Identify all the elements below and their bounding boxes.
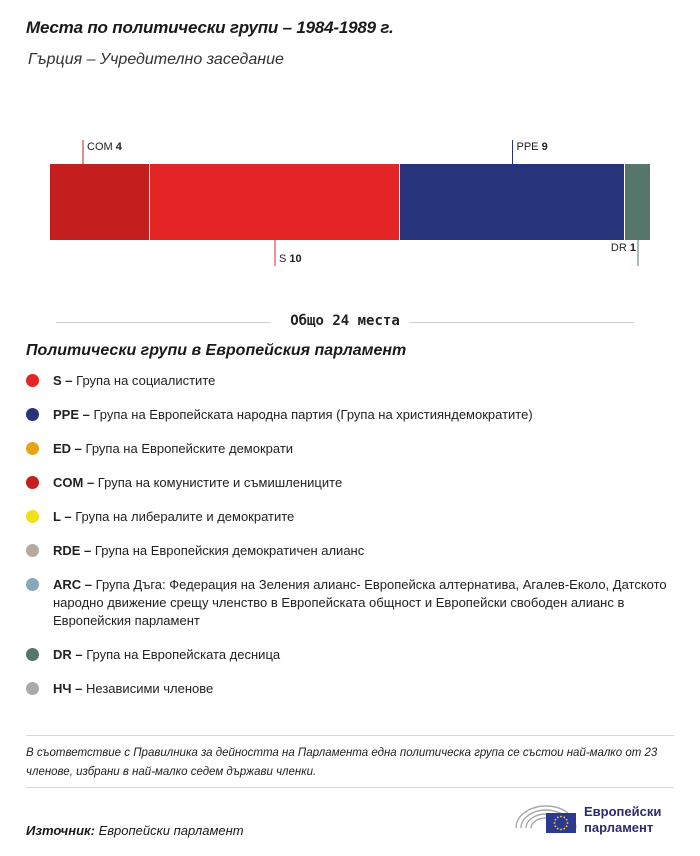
legend-item-rde (26, 542, 364, 560)
legend-dot-com (26, 476, 39, 489)
legend-text: Група на Европейската десница (86, 647, 281, 662)
legend-abbr: ARC – (53, 577, 93, 592)
eu-star (563, 816, 565, 818)
legend-abbr: PPE – (53, 407, 90, 422)
legend-text: Група на Европейската народна партия (Група на християндемократите) (93, 407, 533, 422)
legend-dot-s (26, 374, 39, 387)
legend-text: Група на комунистите и съмишлениците (97, 475, 343, 490)
chart-title: Места по политически групи – 1984-1989 г. (26, 18, 394, 37)
legend-text: Независими членове (86, 681, 214, 696)
legend-item-s (26, 372, 215, 390)
legend-abbr: НЧ – (53, 681, 83, 696)
parliament-hemicycle-icon (512, 798, 580, 838)
legend-abbr: L – (53, 509, 72, 524)
eu-star (557, 816, 559, 818)
logo-line-2: парламент (584, 820, 654, 835)
legend-abbr: COM – (53, 475, 95, 490)
legend-abbr: ED – (53, 441, 82, 456)
source-label: Източник: (26, 823, 95, 838)
legend-item-dr (26, 646, 280, 664)
legend-dot-ed (26, 442, 39, 455)
total-seats-label: Общо 24 места (290, 313, 400, 329)
legend-text: Група на Европейските демократи (85, 441, 294, 456)
legend-dot-rde (26, 544, 39, 557)
legend-abbr: DR – (53, 647, 83, 662)
eu-star (567, 822, 569, 824)
eu-star (566, 819, 568, 821)
note-divider-top (26, 735, 674, 736)
eu-star (554, 825, 556, 827)
legend-title: Политически групи в Европейския парламент (26, 342, 407, 359)
source-value: Европейски парламент (98, 823, 244, 838)
eu-star (560, 816, 562, 818)
data-label-s: S 10 (279, 253, 302, 265)
eu-star (566, 825, 568, 827)
logo-line-1: Европейски (584, 804, 662, 819)
legend-item-ppe (26, 406, 533, 424)
legend-abbr: RDE – (53, 543, 92, 558)
chart-subtitle: Гърция – Учредително заседание (28, 51, 284, 68)
stacked-bar-chart (0, 130, 700, 280)
data-label-com: COM 4 (87, 141, 122, 153)
logo-text (584, 804, 661, 836)
legend-item-arc (26, 576, 676, 630)
legend-text: Група на либералите и демократите (75, 509, 295, 524)
eu-star (563, 828, 565, 830)
legend-text: Група на социалистите (76, 373, 216, 388)
legend-dot-dr (26, 648, 39, 661)
eu-star (557, 828, 559, 830)
bar-segment-dr (625, 164, 650, 240)
source-line (26, 823, 244, 838)
eu-star (554, 819, 556, 821)
footnote: В съответствие с Правилника за дейността на Парламента една политическа група се състои най-малко от 23 членове, избрани в най-малко седем държави членки. (26, 747, 658, 778)
bar-segment-s (150, 164, 399, 240)
legend-text: Група на Европейския демократичен алианс (94, 543, 365, 558)
bar-segment-com (50, 164, 149, 240)
bar-segment-ppe (400, 164, 624, 240)
legend-item-ed (26, 440, 293, 458)
legend-item-com (26, 474, 342, 492)
note-divider-bottom (26, 787, 674, 788)
data-label-dr: DR 1 (610, 242, 636, 254)
eu-star (560, 829, 562, 831)
legend-dot-nch (26, 682, 39, 695)
legend-abbr: S – (53, 373, 73, 388)
legend-dot-arc (26, 578, 39, 591)
total-divider-right (409, 322, 634, 323)
data-label-ppe: PPE 9 (516, 141, 548, 153)
legend-dot-ppe (26, 408, 39, 421)
legend-dot-l (26, 510, 39, 523)
legend-item-nch (26, 680, 213, 698)
eu-star (554, 822, 556, 824)
legend-item-l (26, 508, 294, 526)
total-seats-row (56, 312, 634, 332)
legend-text: Група Дъга: Федерация на Зеления алианс- Европейска алтернатива, Агалев-Еколо, Датското народно движение срещу членство в Европейската общност и Европейски свободен алианс в Европейския парламент (53, 577, 667, 628)
european-parliament-logo (512, 798, 682, 838)
